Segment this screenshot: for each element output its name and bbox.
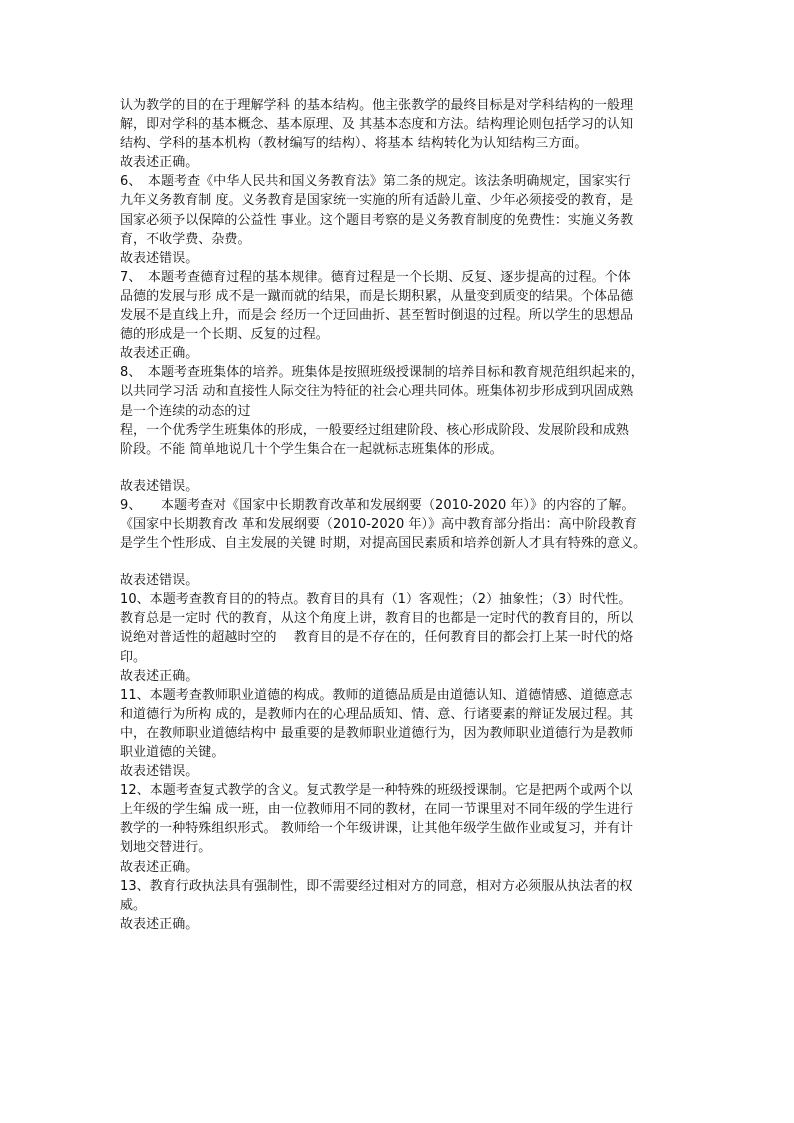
text-line: 程，一个优秀学生班集体的形成，一般要经过组建阶段、核心形成阶段、发展阶段和成熟 xyxy=(120,422,629,438)
text-line: 是一个连续的动态的过 xyxy=(120,403,251,419)
text-line: 品德的发展与形 成不是一蹴而就的结果，而是长期积累，从量变到质变的结果。个体品德 xyxy=(120,288,634,304)
text-line: 育，不收学费、杂费。 xyxy=(120,231,251,247)
question-12-line: 12、本题考查复式教学的含义。复式教学是一种特殊的班级授课制。它是把两个或两个以 xyxy=(120,783,633,799)
text-line: 国家必须予以保障的公益性 事业。这个题目考察的是义务教育制度的免费性：实施义务教 xyxy=(120,212,634,228)
question-10-line: 10、本题考查教育目的的特点。教育目的具有（1）客观性；（2）抽象性；（3）时代性。 xyxy=(120,592,632,608)
text-line: 中，在教师职业道德结构中 最重要的是教师职业道德行为，因为教师职业道德行为是教师 xyxy=(120,725,634,741)
conclusion-line: 故表述正确。 xyxy=(120,668,199,684)
text-line: 以共同学习活 动和直接性人际交往为特征的社会心理共同体。班集体初步形成到巩固成熟 xyxy=(120,384,634,400)
text-line: 是学生个性形成、自主发展的关键 时期，对提高国民素质和培养创新人才具有特殊的意义。 xyxy=(120,536,647,552)
text-line: 认为教学的目的在于理解学科 的基本结构。他主张教学的最终目标是对学科结构的一般理 xyxy=(120,98,634,113)
text-line: 《国家中长期教育改 革和发展纲要（2010-2020 年）》高中教育部分指出：高中阶段教育 xyxy=(120,516,637,532)
text-line: 和道德行为所构 成的，是教师内在的心理品质知、情、意、行诸要素的辩证发展过程。其 xyxy=(120,706,634,722)
conclusion-line: 故表述正确。 xyxy=(120,346,199,362)
blank-line xyxy=(120,553,685,571)
text-line: 发展不是直线上升，而是会 经历一个迂回曲折、甚至暂时倒退的过程。所以学生的思想品 xyxy=(120,308,634,324)
question-9-line: 9、 本题考查对《国家中长期教育改革和发展纲要（2010-2020 年）》的内容的了解。 xyxy=(120,497,635,513)
question-7-line: 7、 本题考查德育过程的基本规律。德育过程是一个长期、反复、逐步提高的过程。个体 xyxy=(120,269,631,285)
conclusion-line: 故表述错误。 xyxy=(120,764,199,780)
conclusion-line: 故表述正确。 xyxy=(120,859,199,875)
text-line: 结构、学科的基本机构（教材编写的结构）、将基本 结构转化为认知结构三方面。 xyxy=(120,136,588,152)
question-13-line: 13、教育行政执法具有强制性，即不需要经过相对方的同意，相对方必须服从执法者的权 xyxy=(120,878,633,894)
text-line: 九年义务教育制 度。义务教育是国家统一实施的所有适龄儿童、少年必须接受的教育，是 xyxy=(120,193,634,209)
blank-line xyxy=(120,459,685,477)
text-line: 说绝对普适性的超越时空的 教育目的是不存在的，任何教育目的都会打上某一时代的烙 xyxy=(120,630,634,646)
text-line: 阶段。不能 简单地说几十个学生集合在一起就标志班集体的形成。 xyxy=(120,441,503,457)
text-line: 解，即对学科的基本概念、基本原理、及 其基本态度和方法。结构理论则包括学习的认知 xyxy=(120,117,634,133)
conclusion-line: 故表述错误。 xyxy=(120,478,199,494)
text-line: 印。 xyxy=(120,649,147,665)
conclusion-line: 故表述错误。 xyxy=(120,573,199,589)
text-line: 德的形成是一个长期、反复的过程。 xyxy=(120,327,329,343)
text-line: 教育总是一定时 代的教育，从这个角度上讲，教育目的也都是一定时代的教育目的，所以 xyxy=(120,611,634,627)
text-line: 划地交替进行。 xyxy=(120,840,212,856)
question-8-line: 8、 本题考查班集体的培养。班集体是按照班级授课制的培养目标和教育规范组织起来的， xyxy=(120,365,644,381)
document-body xyxy=(120,96,685,934)
text-line: 职业道德的关键。 xyxy=(120,745,225,760)
conclusion-line: 故表述正确。 xyxy=(120,916,199,932)
question-11-line: 11、本题考查教师职业道德的构成。教师的道德品质是由道德认知、道德情感、道德意志 xyxy=(120,687,633,703)
question-6-line: 6、 本题考查《中华人民共和国义务教育法》第二条的规定。该法条明确规定，国家实行 xyxy=(120,174,631,190)
conclusion-line: 故表述正确。 xyxy=(120,155,199,171)
text-line: 威。 xyxy=(120,897,147,913)
conclusion-line: 故表述错误。 xyxy=(120,250,199,266)
text-line: 上年级的学生编 成一班，由一位教师用不同的教材，在同一节课里对不同年级的学生进行 xyxy=(120,802,634,818)
text-line: 教学的一种特殊组织形式。 教师给一个年级讲课，让其他年级学生做作业或复习，并有计 xyxy=(120,821,634,837)
